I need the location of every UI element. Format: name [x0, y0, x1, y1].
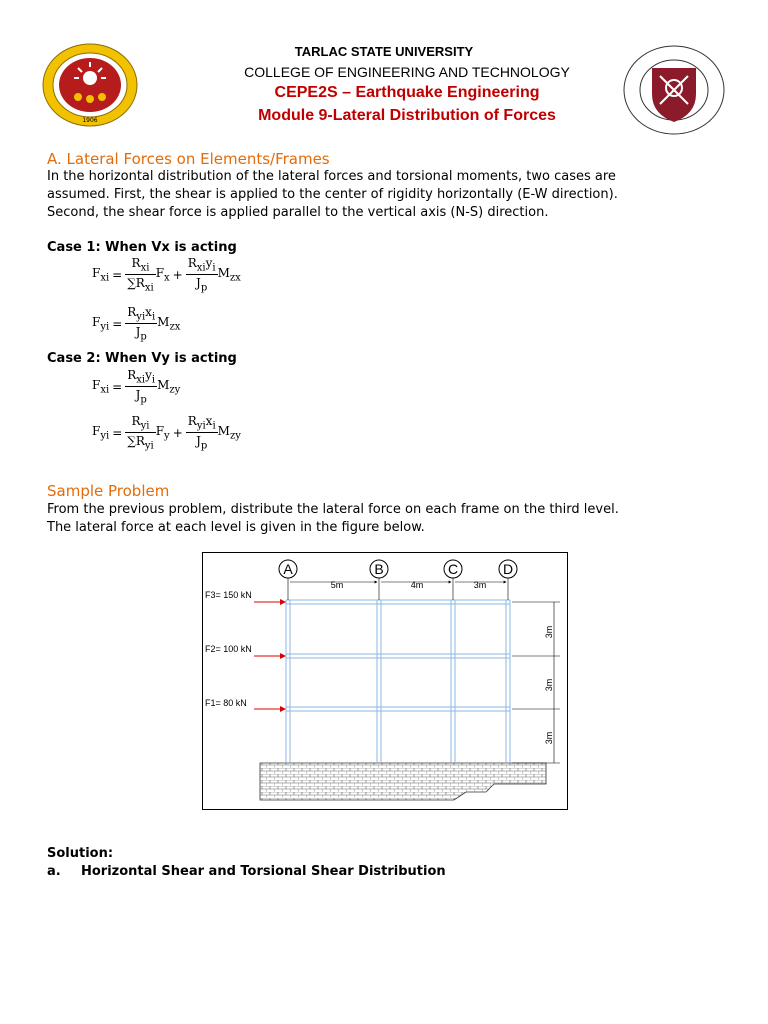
column-label-a: A — [283, 561, 293, 577]
equation-fyi-case1: $F_{yi}$ = $\frac{R_{yi}x_i}{J_p}$ $M_{zx}$ — [92, 305, 181, 343]
module-title: Module 9-Lateral Distribution of Forces — [258, 107, 556, 124]
paragraph-line: assumed. First, the shear is applied to the center of rigidity horizontally (E-W direction). — [47, 187, 618, 202]
column-label-b: B — [374, 561, 384, 577]
span-label: 5m — [330, 580, 344, 590]
column-label-d: D — [502, 561, 514, 577]
solution-item-text: Horizontal Shear and Torsional Shear Distribution — [81, 864, 446, 879]
span-label: 3m — [473, 580, 487, 590]
course-title: CEPE2S – Earthquake Engineering — [274, 84, 540, 101]
force-label-f3: F3= 150 kN — [205, 590, 252, 600]
university-name: TARLAC STATE UNIVERSITY — [294, 44, 474, 59]
height-label: 3m — [544, 678, 554, 692]
case2-heading: Case 2: When Vy is acting — [47, 351, 237, 366]
force-label-f2: F2= 100 kN — [205, 644, 252, 654]
section-a-paragraph — [47, 168, 727, 222]
solution-item-letter: a. — [47, 864, 61, 879]
equation-fxi-case1: $F_{xi}$ = $\frac{R_{xi}}{\sum R_{xi}}$ $F_x$ + $\frac{R_{xi}y_i}{J_p}$ $M_{zx}$ — [92, 256, 241, 294]
sample-problem-heading: Sample Problem — [47, 482, 170, 500]
paragraph-line: In the horizontal distribution of the lateral forces and torsional moments, two cases are — [47, 169, 616, 184]
frame-figure — [202, 552, 568, 810]
force-label-f1: F1= 80 kN — [205, 698, 247, 708]
equation-fxi-case2: $F_{xi}$ = $\frac{R_{xi}y_i}{J_p}$ $M_{zy}$ — [92, 368, 181, 406]
paragraph-line: Second, the shear force is applied parallel to the vertical axis (N-S) direction. — [47, 205, 549, 220]
sample-problem-paragraph — [47, 501, 727, 537]
height-label: 3m — [544, 731, 554, 745]
paragraph-line: The lateral force at each level is given in the figure below. — [47, 520, 425, 535]
college-name: COLLEGE OF ENGINEERING AND TECHNOLOGY — [244, 64, 570, 80]
paragraph-line: From the previous problem, distribute the lateral force on each frame on the third level. — [47, 502, 619, 517]
case1-heading: Case 1: When Vx is acting — [47, 240, 237, 255]
solution-label: Solution: — [47, 846, 114, 861]
span-label: 4m — [410, 580, 424, 590]
column-label-c: C — [447, 561, 459, 577]
section-a-heading: A. Lateral Forces on Elements/Frames — [47, 150, 330, 168]
height-label: 3m — [544, 625, 554, 639]
equation-fyi-case2: $F_{yi}$ = $\frac{R_{yi}}{\sum R_{yi}}$ $F_y$ + $\frac{R_{yi}x_i}{J_p}$ $M_{zy}$ — [92, 414, 241, 452]
tsu-logo-year: 1906 — [82, 117, 98, 124]
